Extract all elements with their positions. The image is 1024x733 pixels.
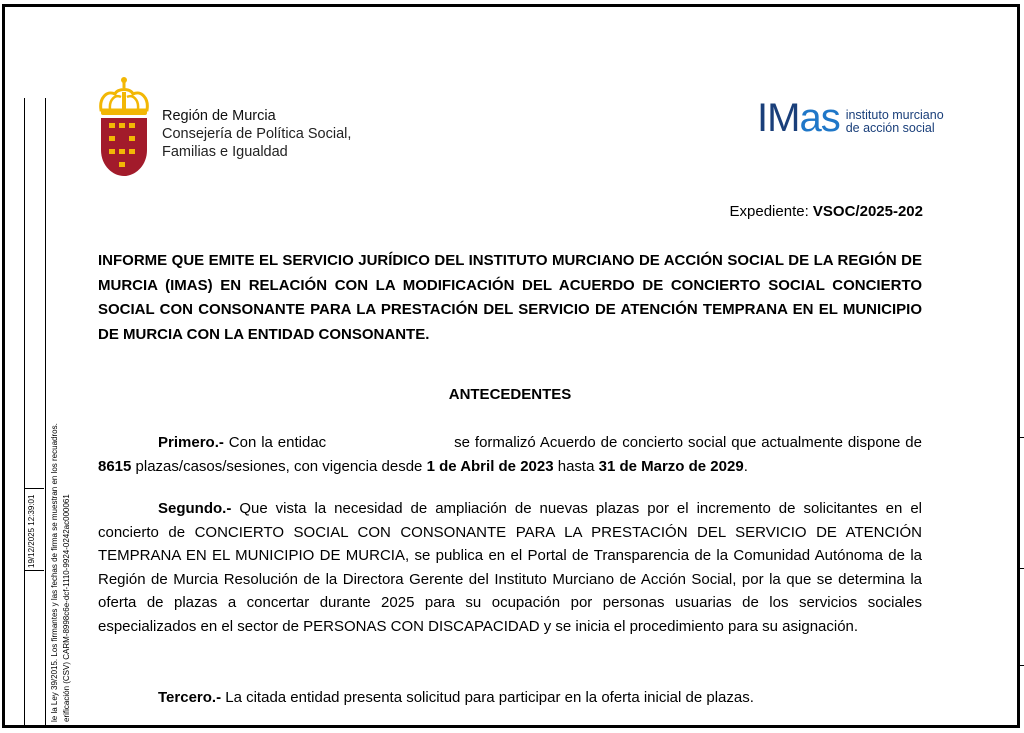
paragraph-segundo: Segundo.- Que vista la necesidad de ampliación de nuevas plazas por el incremento de solicitantes en el concierto de CONCIERTO SOCIAL CON CONSONANTE PARA LA PRESTACIÓN DEL SERVICIO DE ATENCIÓN TEMPRANA EN EL MUNICIPIO DE MURCIA, se publica en el Portal de Transparencia de la Comunidad Autónoma de la Región de Murcia Resolución de la Directora Gerente del Instituto Murciano de Acción Social, por la que se determina la oferta de plazas a concertar durante 2025 para su ocupación por personas usuarias de los servicios sociales especializados en el sector de PERSONAS CON DISCAPACIDAD y se inicia el procedimiento para su asignación. bbox=[98, 500, 922, 635]
ministry-line-2: Familias e Igualdad bbox=[162, 144, 288, 160]
edge-mark bbox=[1017, 568, 1024, 569]
paragraph-lead: Tercero.- bbox=[158, 689, 222, 706]
paragraph-lead: Primero.- bbox=[158, 434, 224, 451]
paragraph-primero: Primero.- Con la entidac se formalizó Acuerdo de concierto social que actualmente dispone de 8615 plazas/casos/sesiones, con vigencia desde 1 de Abril de 2023 hasta 31 de Marzo de 2029. bbox=[98, 434, 922, 475]
csv-code-line: erificación (CSV) CARM-8998c6e-dcf-1110-9924-0242ac000061 bbox=[62, 494, 71, 722]
signature-date: 19/12/2025 12:39:01 bbox=[27, 494, 36, 568]
paragraph-lead: Segundo.- bbox=[158, 500, 232, 517]
paragraph-tercero: Tercero.- La citada entidad presenta solicitud para participar en la oferta inicial de plazas. bbox=[98, 686, 922, 710]
section-heading: ANTECEDENTES bbox=[448, 386, 572, 403]
expediente-number: Expediente: VSOC/2025-202 bbox=[729, 203, 923, 220]
imas-wordmark: IMas bbox=[757, 96, 840, 140]
edge-mark bbox=[1017, 437, 1024, 438]
strip-divider bbox=[24, 570, 44, 571]
region-murcia-logo bbox=[95, 76, 153, 183]
strip-divider bbox=[24, 488, 44, 489]
imas-logo bbox=[757, 98, 944, 138]
ministry-line-1: Consejería de Política Social, bbox=[162, 126, 352, 142]
report-title: INFORME QUE EMITE EL SERVICIO JURÍDICO DEL INSTITUTO MURCIANO DE ACCIÓN SOCIAL DE LA REGIÓN DE MURCIA (IMAS) EN RELACIÓN CON LA MODIFICACIÓN DEL ACUERDO DE CONCIERTO SOCIAL CONCIERTO SOCIAL CON CONSONANTE PARA LA PRESTACIÓN DEL SERVICIO DE ATENCIÓN TEMPRANA EN EL MUNICIPIO DE MURCIA CON LA ENTIDAD CONSONANTE. bbox=[98, 252, 922, 343]
verification-strip bbox=[24, 98, 46, 728]
edge-mark bbox=[1017, 665, 1024, 666]
region-name: Región de Murcia bbox=[162, 108, 276, 124]
imas-subtitle: instituto murciano de acción social bbox=[845, 108, 944, 135]
csv-notice-line: le la Ley 39/2015. Los firmantes y las fechas de firma se muestran en los recuadros. bbox=[50, 423, 59, 722]
region-murcia-text bbox=[162, 107, 351, 161]
crown-shield-icon bbox=[95, 76, 153, 178]
